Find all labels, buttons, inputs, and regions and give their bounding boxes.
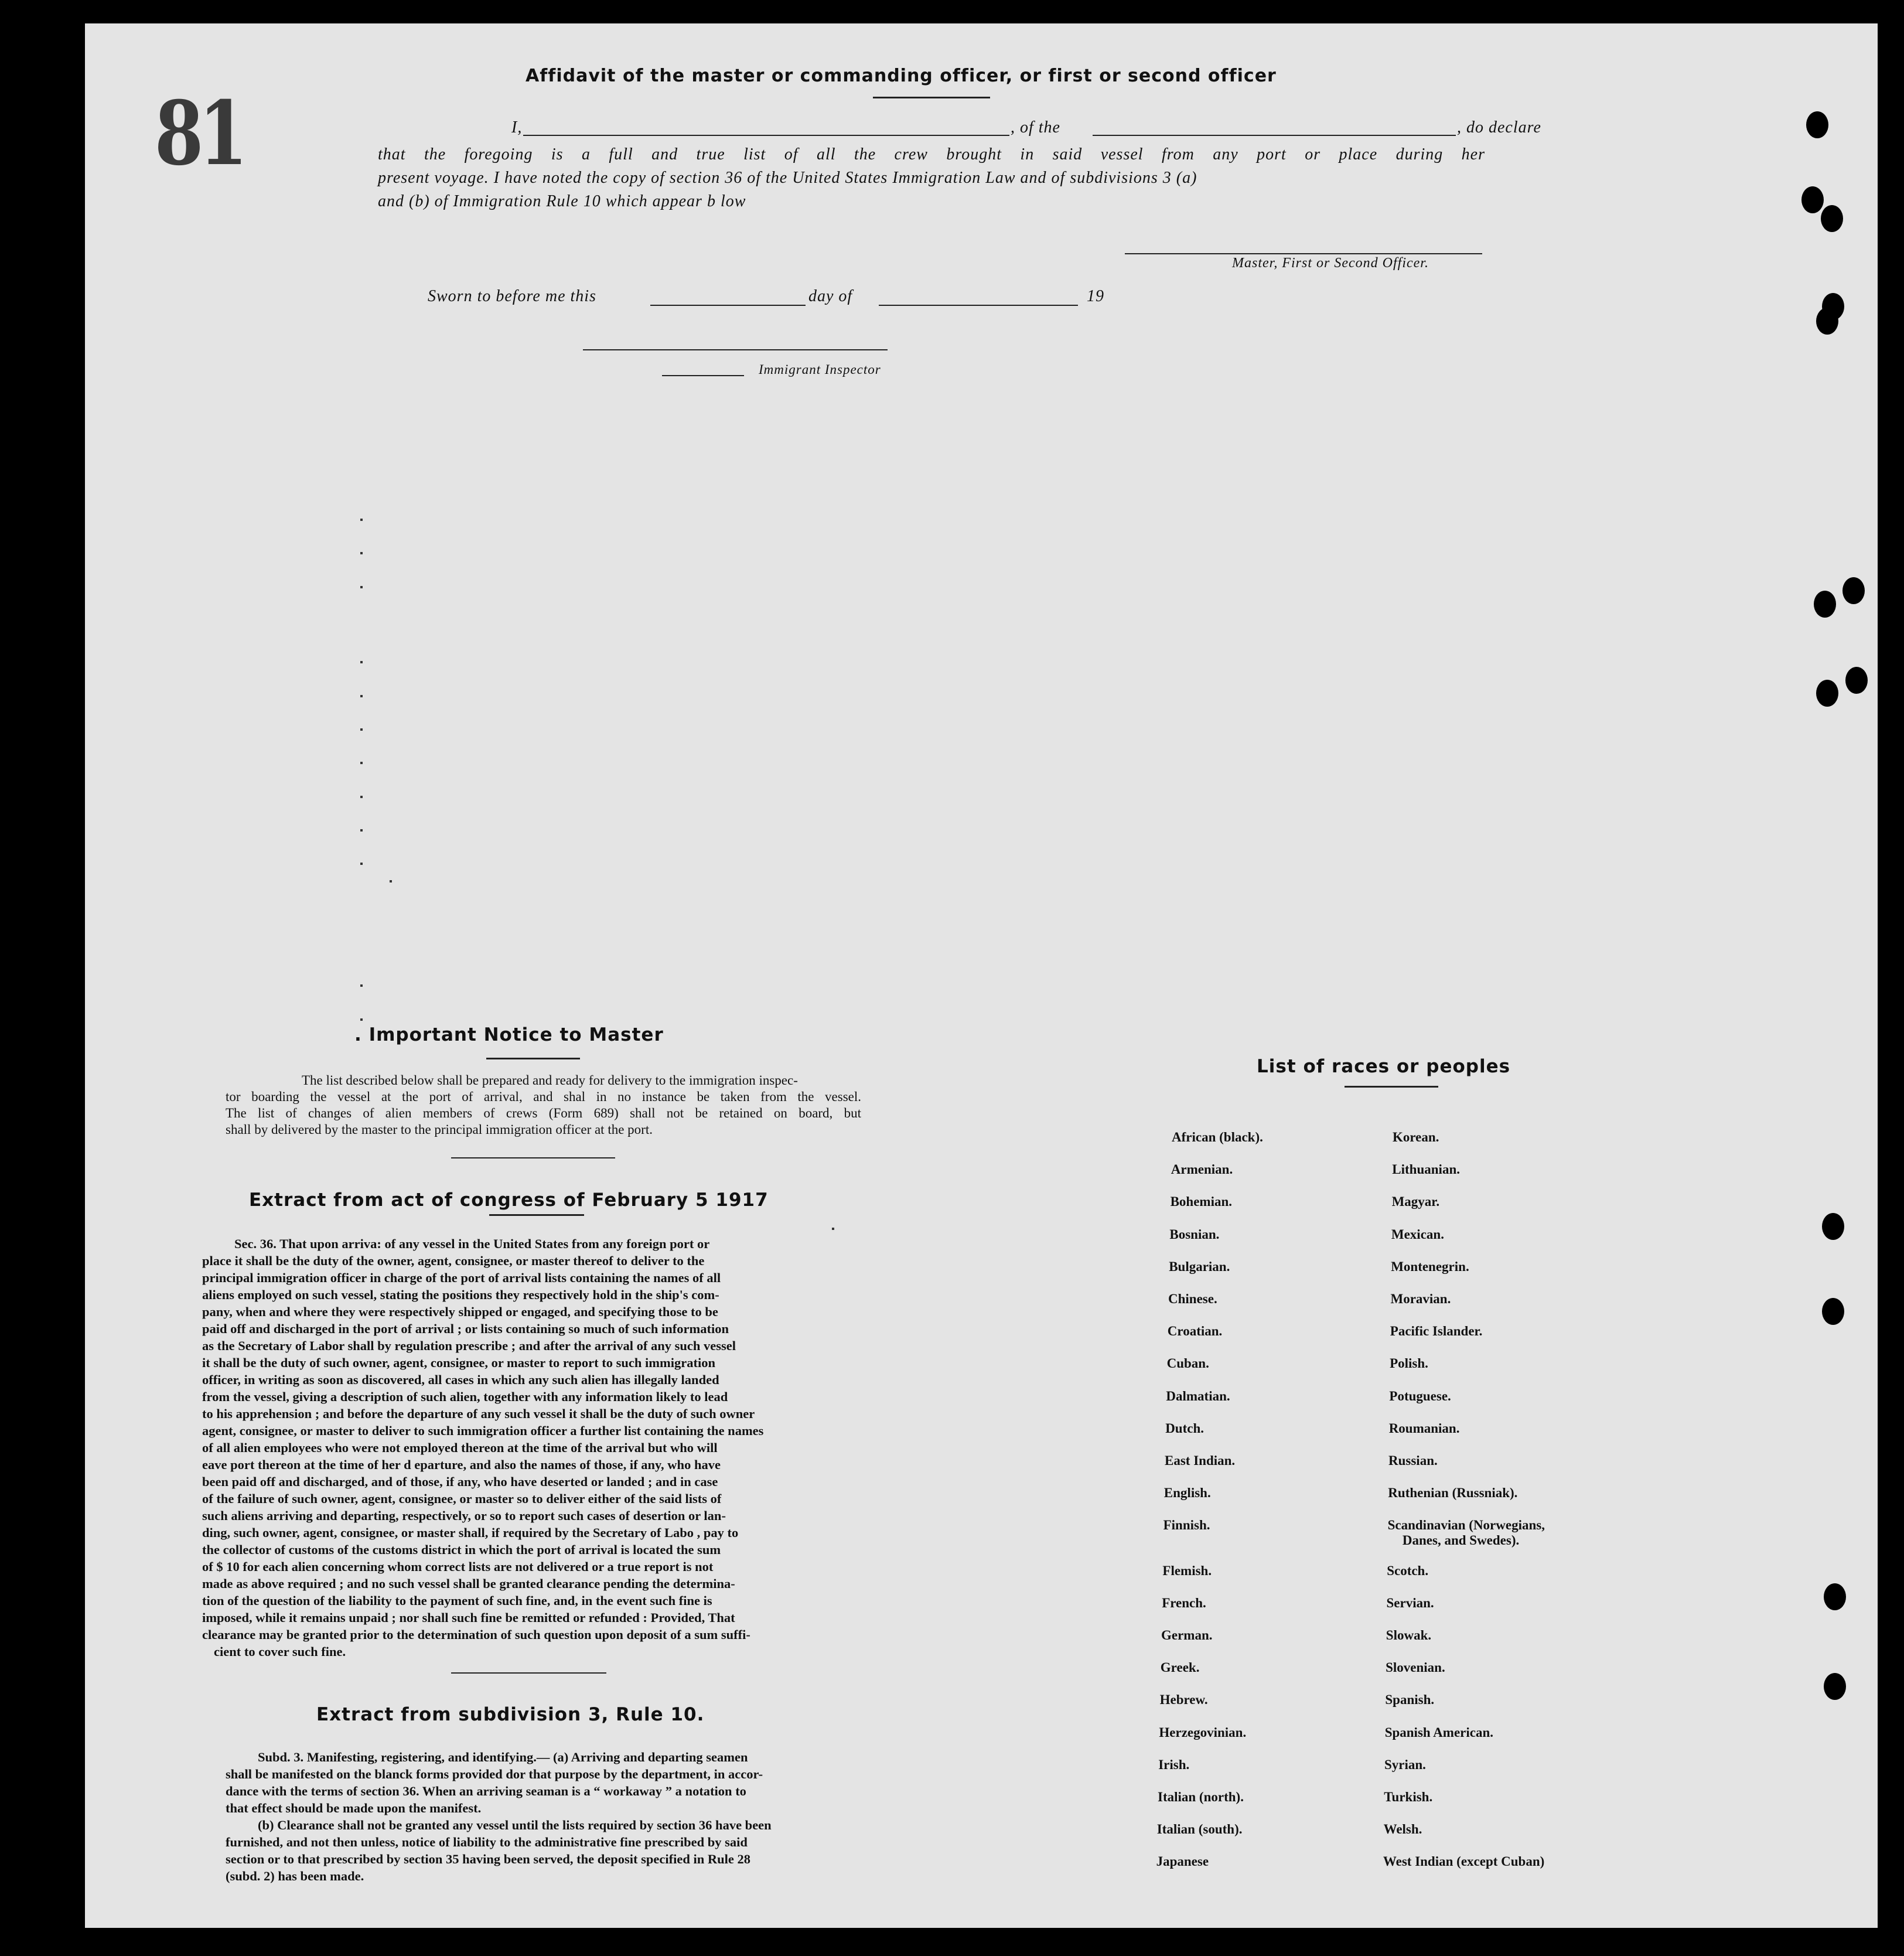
races-title: List of races or peoples bbox=[1257, 1056, 1511, 1077]
race-entry: Flemish. bbox=[1162, 1563, 1212, 1578]
punch-hole bbox=[1822, 1213, 1844, 1240]
races-title-rule bbox=[1345, 1086, 1438, 1088]
act-line: tion of the question of the liability to the payment of such fine, and, in the event such fine is bbox=[202, 1593, 712, 1608]
race-entry: Scandinavian (Norwegians, bbox=[1387, 1518, 1545, 1533]
race-entry: German. bbox=[1161, 1628, 1213, 1643]
faint-mark bbox=[360, 661, 363, 663]
act-line: of $ 10 for each alien concerning whom correct lists are not delivered or a true report is not bbox=[202, 1559, 714, 1574]
declarant-name-field[interactable] bbox=[523, 135, 1009, 136]
race-entry: Danes, and Swedes). bbox=[1402, 1533, 1520, 1548]
race-entry: Polish. bbox=[1390, 1356, 1428, 1371]
faint-mark bbox=[360, 829, 363, 832]
race-entry: Cuban. bbox=[1166, 1356, 1209, 1371]
race-entry: English. bbox=[1163, 1485, 1211, 1501]
race-entry: Italian (south). bbox=[1156, 1822, 1243, 1837]
act-line: clearance may be granted prior to the determination of such question upon deposit of a sum suffi- bbox=[202, 1627, 750, 1642]
affidavit-body bbox=[378, 143, 1485, 213]
race-entry: Croatian. bbox=[1167, 1324, 1223, 1339]
sworn-month-field[interactable] bbox=[879, 305, 1078, 306]
race-entry: East Indian. bbox=[1165, 1453, 1236, 1468]
act-line: as the Secretary of Labor shall by regulation prescribe ; and after the arrival of any such vessel bbox=[202, 1338, 736, 1353]
race-entry: Slowak. bbox=[1386, 1628, 1432, 1643]
year-label: 19 bbox=[1087, 287, 1104, 305]
faint-mark bbox=[360, 796, 363, 798]
rule-line: section or to that prescribed by section 35 having been served, the deposit specified in Rule 28 bbox=[226, 1852, 751, 1866]
faint-mark bbox=[360, 586, 363, 588]
race-entry: Scotch. bbox=[1387, 1563, 1429, 1578]
race-entry: Montenegrin. bbox=[1391, 1259, 1469, 1274]
act-line: paid off and discharged in the port of arrival ; or lists containing so much of such information bbox=[202, 1321, 729, 1336]
race-entry: Lithuanian. bbox=[1392, 1162, 1460, 1177]
faint-mark bbox=[832, 1228, 834, 1230]
vessel-name-field[interactable] bbox=[1093, 135, 1456, 136]
race-entry: Hebrew. bbox=[1159, 1692, 1208, 1708]
act-line: agent, consignee, or master to deliver to such immigration officer a further list containing the names bbox=[202, 1423, 764, 1438]
notice-line: tor boarding the vessel at the port of arrival, and shal in no instance be taken from the vessel. bbox=[226, 1089, 861, 1104]
affidavit-title-rule bbox=[873, 97, 990, 98]
inspector-label: Immigrant Inspector bbox=[759, 362, 881, 377]
rule-line: (subd. 2) has been made. bbox=[226, 1869, 364, 1883]
race-entry: Bohemian. bbox=[1170, 1194, 1233, 1209]
race-entry: Bosnian. bbox=[1169, 1226, 1220, 1242]
master-signature-field[interactable] bbox=[1125, 253, 1482, 254]
faint-mark bbox=[360, 863, 363, 865]
faint-mark bbox=[360, 984, 363, 987]
act-line: cient to cover such fine. bbox=[214, 1644, 346, 1659]
race-entry: Slovenian. bbox=[1386, 1660, 1445, 1675]
extract-rule-text bbox=[226, 1749, 864, 1885]
race-entry: Herzegovinian. bbox=[1159, 1725, 1247, 1740]
faint-mark bbox=[360, 695, 363, 697]
important-notice-title: . Important Notice to Master bbox=[354, 1024, 664, 1045]
notice-line: The list described below shall be prepared and ready for delivery to the immigration inspec- bbox=[302, 1073, 798, 1088]
act-line: from the vessel, giving a description of such alien, together with any information likely to lead bbox=[202, 1389, 728, 1404]
of-the-label: , of the bbox=[1011, 118, 1060, 137]
act-line: imposed, while it remains unpaid ; nor shall such fine be remitted or refunded : Provided, That bbox=[202, 1610, 735, 1625]
race-entry: Russian. bbox=[1388, 1453, 1438, 1468]
race-entry: Syrian. bbox=[1384, 1757, 1426, 1772]
act-line: of all alien employees who were not employed thereon at the time of the arrival but who will bbox=[202, 1440, 718, 1455]
race-entry: Welsh. bbox=[1383, 1822, 1422, 1837]
faint-mark bbox=[390, 880, 392, 882]
sworn-prefix: Sworn to before me this bbox=[428, 287, 596, 305]
rule-line: shall be manifested on the blanck forms provided dor that purpose by the department, in accor- bbox=[226, 1767, 763, 1781]
race-entry: French. bbox=[1162, 1595, 1206, 1610]
punch-hole bbox=[1806, 111, 1828, 138]
master-signature-label: Master, First or Second Officer. bbox=[1232, 255, 1429, 271]
affidavit-body-line: that the foregoing is a full and true list of all the crew brought in said vessel from any port or place during her bbox=[378, 145, 1485, 163]
act-line: pany, when and where they were respectively shipped or engaged, and specifying those to be bbox=[202, 1304, 718, 1319]
race-entry: Mexican. bbox=[1391, 1226, 1444, 1242]
faint-mark bbox=[360, 552, 363, 554]
act-line: eave port thereon at the time of her d eparture, and also the names of those, if any, who have bbox=[202, 1457, 721, 1472]
race-entry: Finnish. bbox=[1163, 1518, 1210, 1533]
extract-act-rule bbox=[489, 1214, 584, 1216]
sworn-line bbox=[428, 287, 1189, 311]
race-entry: West Indian (except Cuban) bbox=[1383, 1854, 1545, 1869]
act-line: ding, such owner, agent, consignee, or master shall, if required by the Secretary of Labo , pay to bbox=[202, 1525, 739, 1540]
punch-hole bbox=[1822, 1298, 1844, 1325]
act-line: aliens employed on such vessel, stating the positions they respectively hold in the ship's com- bbox=[202, 1287, 719, 1302]
inspector-signature-field[interactable] bbox=[583, 349, 888, 350]
race-entry: Spanish American. bbox=[1384, 1725, 1494, 1740]
punch-hole bbox=[1824, 1583, 1846, 1610]
race-entry: Magyar. bbox=[1391, 1194, 1440, 1209]
punch-hole bbox=[1814, 591, 1836, 618]
punch-hole bbox=[1816, 680, 1838, 707]
sworn-day-field[interactable] bbox=[650, 305, 806, 306]
race-entry: Roumanian. bbox=[1388, 1420, 1460, 1436]
race-entry: Turkish. bbox=[1384, 1790, 1433, 1804]
act-line: place it shall be the duty of the owner, agent, consignee, or master thereof to deliver to the bbox=[202, 1253, 705, 1268]
race-entry: Armenian. bbox=[1171, 1162, 1233, 1177]
punch-hole bbox=[1842, 577, 1865, 604]
act-line: of the failure of such owner, agent, consignee, or master so to deliver either of the said lists of bbox=[202, 1491, 722, 1506]
race-entry: Italian (north). bbox=[1158, 1790, 1244, 1804]
race-entry: Potuguese. bbox=[1389, 1388, 1451, 1403]
day-of-label: day of bbox=[808, 287, 853, 305]
act-line: made as above required ; and no such vessel shall be granted clearance pending the determina- bbox=[202, 1576, 735, 1591]
margin-number: 81 bbox=[154, 82, 243, 185]
section-divider bbox=[451, 1157, 615, 1158]
faint-mark bbox=[360, 519, 363, 521]
faint-mark bbox=[360, 1018, 363, 1021]
race-entry: Dalmatian. bbox=[1166, 1388, 1230, 1403]
race-entry: African (black). bbox=[1172, 1130, 1263, 1144]
race-entry: Ruthenian (Russniak). bbox=[1388, 1485, 1518, 1501]
important-notice-text bbox=[226, 1072, 861, 1138]
punch-hole bbox=[1845, 667, 1868, 694]
act-line: such aliens arriving and departing, respectively, or so to report such cases of desertion or lan- bbox=[202, 1508, 726, 1523]
notice-line: shall by delivered by the master to the principal immigration officer at the port. bbox=[226, 1122, 653, 1137]
race-entry: Dutch. bbox=[1165, 1420, 1204, 1436]
declarant-prefix: I, bbox=[511, 118, 523, 137]
race-entry: Japanese bbox=[1156, 1854, 1209, 1869]
extract-rule-title: Extract from subdivision 3, Rule 10. bbox=[316, 1704, 705, 1725]
act-line: it shall be the duty of such owner, agent, consignee, or master to report to such immigration bbox=[202, 1355, 716, 1370]
inspector-signature-field-2[interactable] bbox=[662, 375, 744, 376]
punch-hole bbox=[1801, 186, 1824, 213]
race-entry: Korean. bbox=[1393, 1130, 1439, 1144]
important-notice-rule bbox=[486, 1058, 580, 1059]
faint-mark bbox=[360, 762, 363, 764]
race-entry: Chinese. bbox=[1168, 1291, 1217, 1306]
punch-hole bbox=[1816, 308, 1838, 335]
act-line: to his apprehension ; and before the departure of any such vessel it shall be the duty of such owner bbox=[202, 1406, 755, 1421]
do-declare-label: , do declare bbox=[1457, 118, 1541, 137]
race-entry: Spanish. bbox=[1385, 1692, 1435, 1708]
notice-line: The list of changes of alien members of crews (Form 689) shall not be retained on board, but bbox=[226, 1106, 861, 1120]
act-line: the collector of customs of the customs district in which the port of arrival is located the sum bbox=[202, 1542, 721, 1557]
affidavit-body-line: present voyage. I have noted the copy of section 36 of the United States Immigration Law and of subdivisions 3 (a) bbox=[378, 169, 1197, 187]
race-entry: Moravian. bbox=[1390, 1291, 1451, 1306]
act-line: officer, in writing as soon as discovered, all cases in which any such alien has illegally landed bbox=[202, 1372, 719, 1387]
section-divider bbox=[451, 1672, 606, 1674]
act-line: Sec. 36. That upon arriva: of any vessel in the United States from any foreign port or bbox=[234, 1236, 710, 1251]
act-line: been paid off and discharged, and of those, if any, who have deserted or landed ; and in case bbox=[202, 1474, 718, 1489]
race-entry: Bulgarian. bbox=[1169, 1259, 1230, 1274]
act-line: principal immigration officer in charge of the port of arrival lists containing the names of all bbox=[202, 1270, 721, 1285]
rule-line: Subd. 3. Manifesting, registering, and identifying.— (a) Arriving and departing seamen bbox=[258, 1750, 748, 1764]
punch-hole bbox=[1824, 1673, 1846, 1700]
rule-line: (b) Clearance shall not be granted any vessel until the lists required by section 36 have been bbox=[258, 1818, 772, 1832]
affidavit-title: Affidavit of the master or commanding officer, or first or second officer bbox=[526, 66, 1277, 86]
rule-line: dance with the terms of section 36. When an arriving seaman is a “ workaway ” a notation to bbox=[226, 1784, 746, 1798]
race-entry: Pacific Islander. bbox=[1390, 1324, 1483, 1339]
punch-hole bbox=[1821, 205, 1843, 232]
race-entry: Irish. bbox=[1158, 1757, 1190, 1772]
affidavit-body-line: and (b) of Immigration Rule 10 which appear b low bbox=[378, 192, 746, 210]
race-entry: Servian. bbox=[1386, 1595, 1434, 1610]
extract-act-title: Extract from act of congress of February 5 1917 bbox=[249, 1190, 769, 1211]
race-entry: Greek. bbox=[1160, 1660, 1200, 1675]
affidavit-line-1 bbox=[425, 118, 1573, 139]
document-page bbox=[85, 23, 1878, 1928]
extract-act-text bbox=[202, 1235, 863, 1660]
faint-mark bbox=[360, 728, 363, 731]
rule-line: that effect should be made upon the manifest. bbox=[226, 1801, 482, 1815]
rule-line: furnished, and not then unless, notice of liability to the administrative fine prescribed by said bbox=[226, 1835, 748, 1849]
